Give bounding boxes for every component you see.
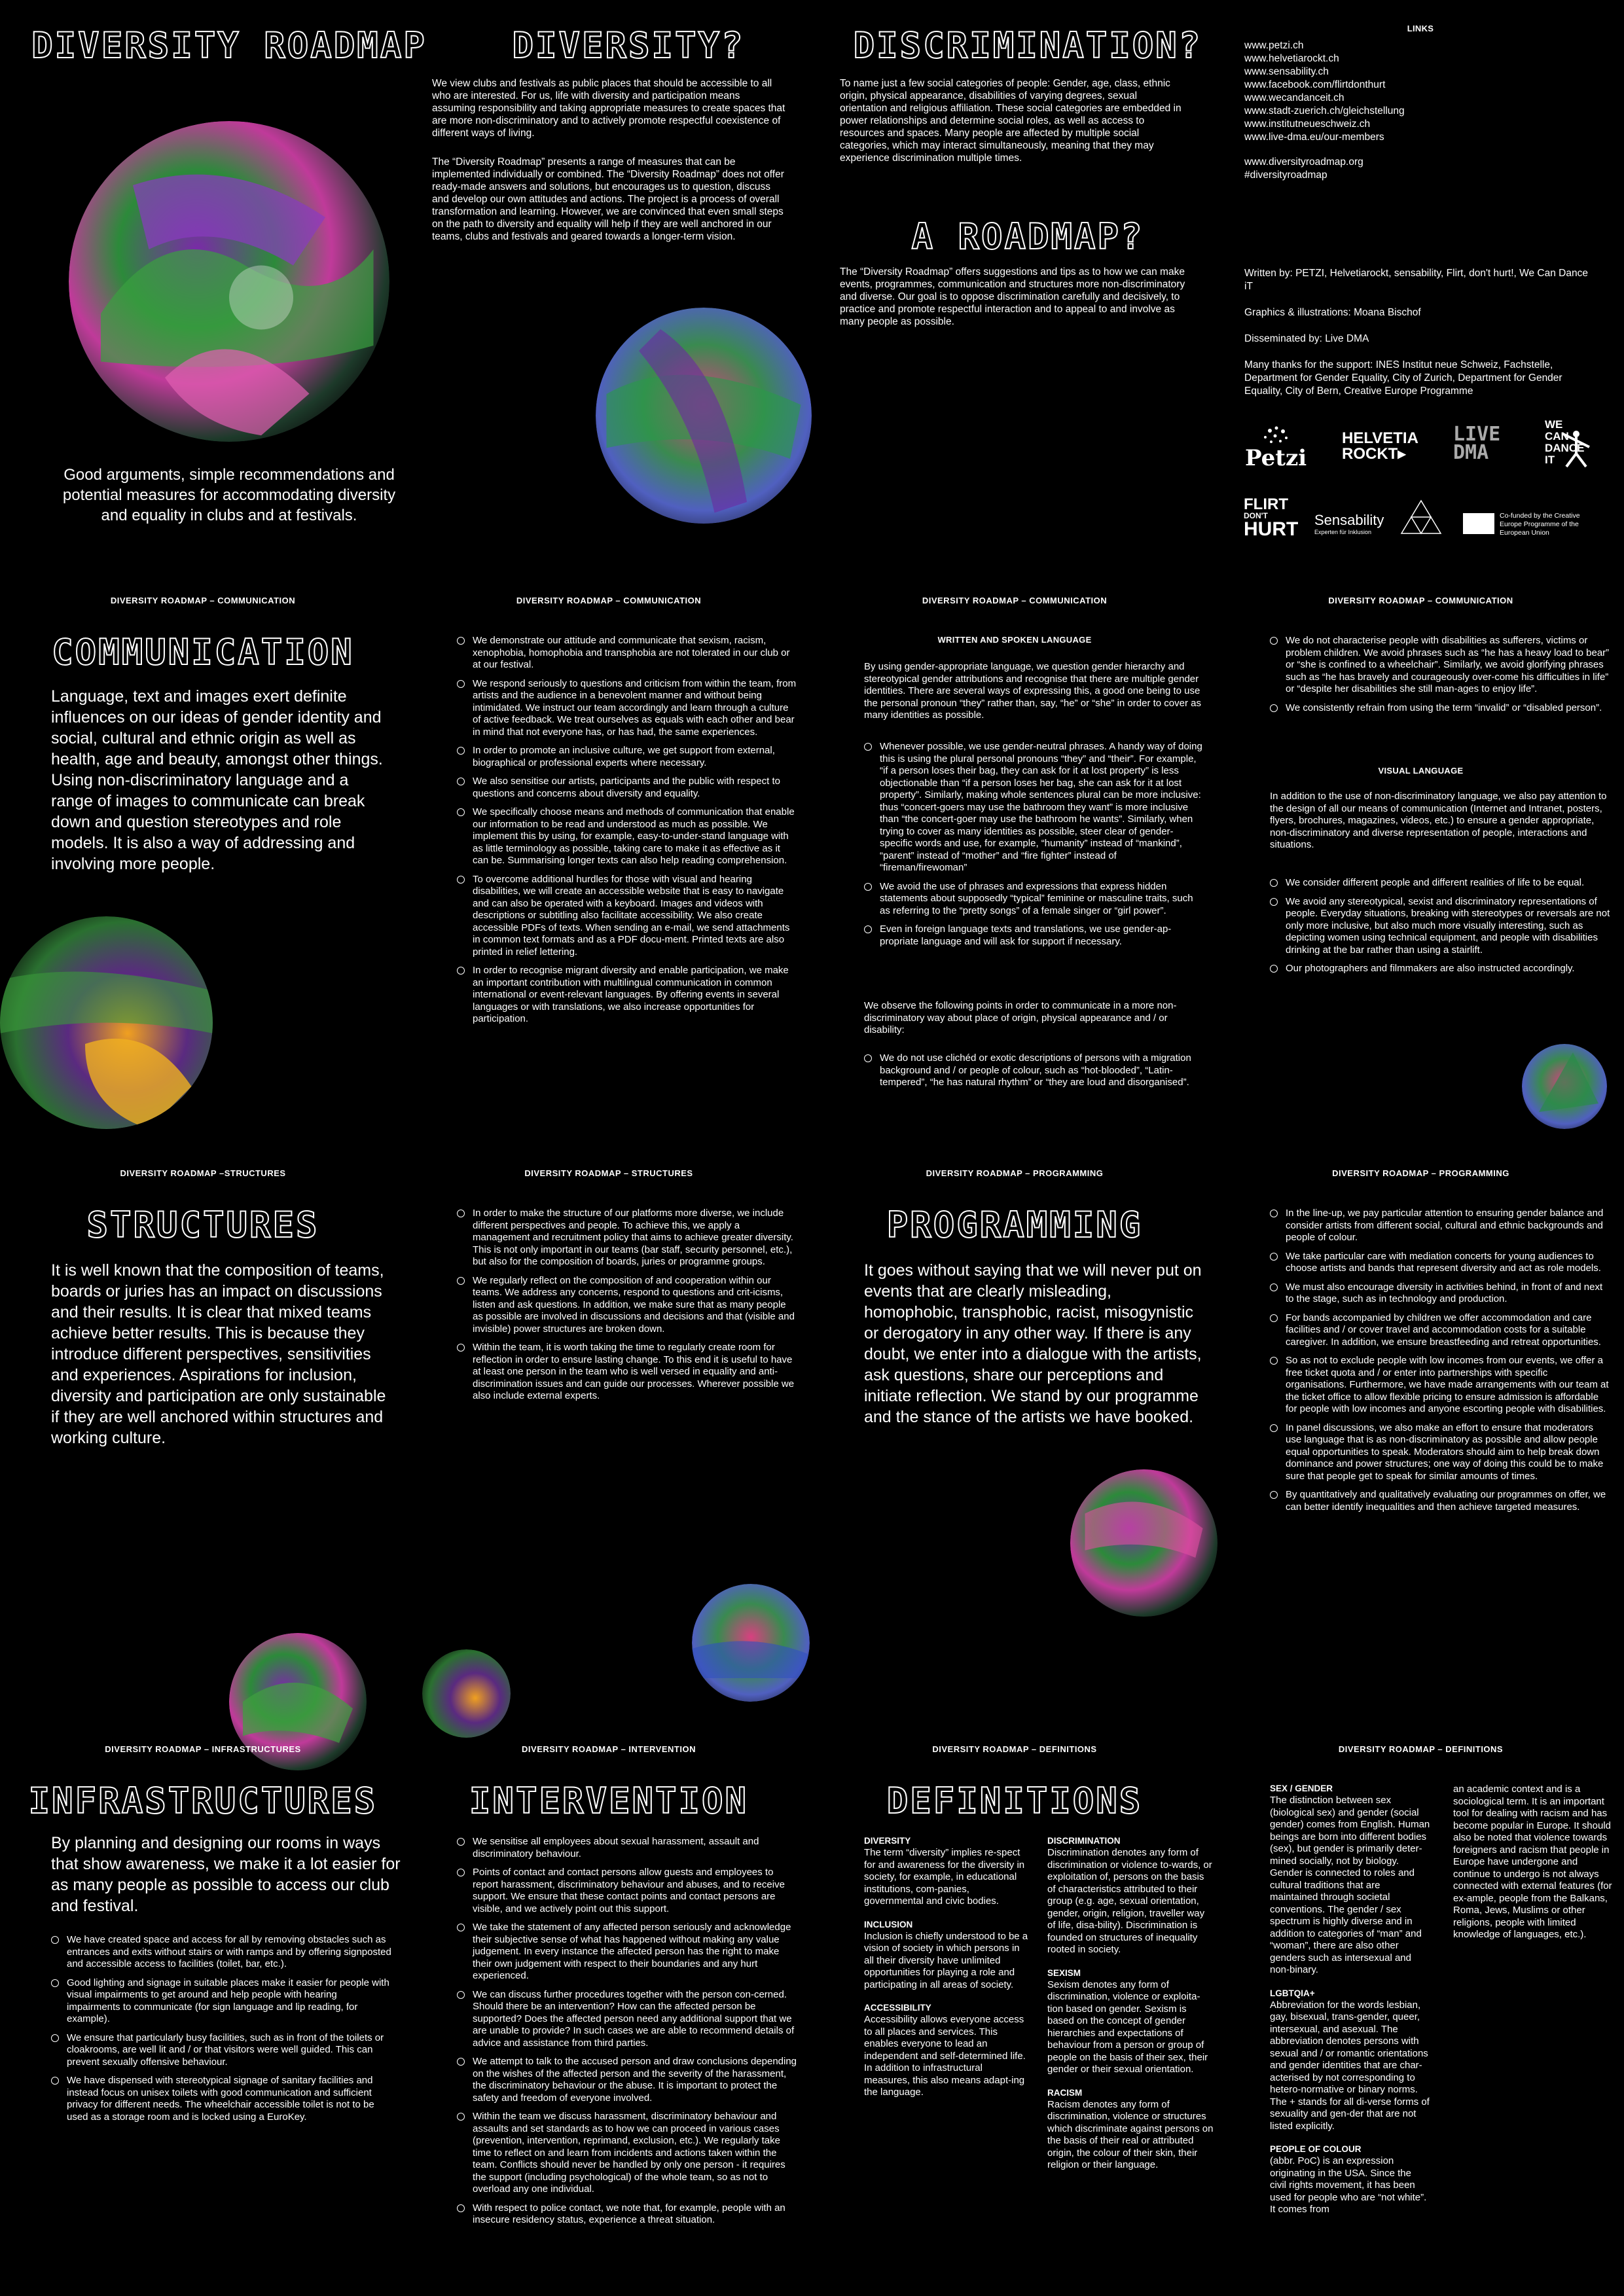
comm-list-item: In order to recognise migrant diversity and enable participation, we make an important contribution with multilingual communication in common international or event-relevant languages. By offering events in several languages or with translations, we also increase opportunities for participation. [457, 965, 797, 1026]
defs-header-1: DIVERSITY ROADMAP – DEFINITIONS [932, 1744, 1097, 1754]
aroadmap-paragraph: The “Diversity Roadmap” offers suggestions and tips as to how we can make events, programmes, communication and structures more non-discriminatory and diverse. Our goal is to oppose discrimination carefully and decisively, to practice and promote respectful interaction and to appeal to and involve as many people as possible. [840, 266, 1185, 327]
comm-header-3: DIVERSITY ROADMAP – COMMUNICATION [922, 596, 1108, 605]
infra-list-item: We ensure that particularly busy facilities, such as in front of the toilets or cloakrooms, are well lit and / or that visitors were well guided. This can prevent sexually offensive behaviour. [51, 2032, 391, 2069]
struct-panel-2 [406, 1168, 812, 1744]
struct-title: STRUCTURES [86, 1204, 319, 1246]
comm-panel-2 [406, 596, 812, 1152]
diversity-panel [432, 20, 825, 530]
credit-line: Many thanks for the support: INES Institut neue Schweiz, Fachstelle, Department for Gender Equality, City of Zurich, Department for Gender Equality, City of Bern, Creative Europe Programme [1244, 359, 1562, 397]
live-text: LIVE [1453, 423, 1501, 446]
comm-header-4: DIVERSITY ROADMAP – COMMUNICATION [1328, 596, 1513, 605]
comm-list-1 [457, 635, 797, 1032]
interv-list-item: With respect to police contact, we note that, for example, people with an insecure residency status, experience a threat situation. [457, 2202, 797, 2227]
struct-header-1: DIVERSITY ROADMAP –STRUCTURES [120, 1168, 286, 1178]
sensability-sub-text: Experten für Inklusion [1314, 529, 1372, 535]
disability-list-item: We do not characterise people with disabilities as sufferers, victims or problem children. We avoid phrases such as “he has a heavy load to bear” or “she is confined to a wheelchair”. Similarly, we avoid glorifying phrases such as “he has bravely and courageously over-come his difficulties in life” or “despite her disabilities she still man-ages to enjoy life”. [1270, 635, 1610, 696]
struct-header-2: DIVERSITY ROADMAP – STRUCTURES [524, 1168, 693, 1178]
rockt-text: ROCKT▸ [1342, 445, 1406, 463]
comm-header-1: DIVERSITY ROADMAP – COMMUNICATION [110, 596, 296, 605]
credit-line: Disseminated by: Live DMA [1244, 333, 1369, 344]
prog-list-item: In panel discussions, we also make an effort to ensure that moderators use language that is as non-discriminatory as possible and allow people equal opportunities to speak. Moderators should aim to help break down dominance and power structures; one way of doing this could be to make sure that people get to speak for similar amounts of times. [1270, 1422, 1610, 1483]
visual-language-list [1270, 877, 1610, 982]
links-panel [1244, 20, 1610, 563]
comm-panel-3 [812, 596, 1218, 1152]
link-item[interactable]: www.sensability.ch [1244, 66, 1329, 77]
link-item[interactable]: #diversityroadmap [1244, 170, 1327, 181]
diversity-paragraph-1: We view clubs and festivals as public places that should be accessible to all who are interested. For us, life with diversity and participation means assuming responsibility and taking appropriate measures to create spaces that are more non-discriminatory and to actively promote respectful coexistence of different ways of living. [432, 78, 785, 139]
comm-list-item: In order to promote an inclusive culture, we get support from external, biographical or professional experts where necessary. [457, 745, 797, 769]
prog-list-item: For bands accompanied by children we offer accommodation and care facilities and / or cover travel and accommodation costs for a suitable caregiver. In addition, we ensure breastfeeding and retreat opportunities. [1270, 1312, 1610, 1349]
prog-artwork-circle [1070, 1469, 1218, 1617]
visual-list-item: Our photographers and filmmakers are also instructed accordingly. [1270, 963, 1610, 975]
struct-artwork-circle-2 [692, 1584, 810, 1702]
diversity-paragraph-2: The “Diversity Roadmap” presents a range of measures that can be implemented individually or combined. The “Diversity Roadmap” does not offer ready-made answers and solutions, but encourages us to question, discuss and develop our own attitudes and actions. The project is a process of overall transformation and learning. However, we are convinced that even small steps on the path to diversity and equality will help if they are well anchored in our teams, clubs and festivals and geared towards a longer-term vision. [432, 156, 784, 242]
flirt-text: FLIRT [1244, 495, 1288, 513]
defs-header-2: DIVERSITY ROADMAP – DEFINITIONS [1338, 1744, 1504, 1754]
aroadmap-title: A ROADMAP? [911, 216, 1144, 257]
discrimination-paragraph: To name just a few social categories of people: Gender, age, class, ethnic origin, physical appearance, disabilities of varying degrees, sexual orientation and religious affiliation. These social categories are embedded in power relationships and determine social roles, as well as access to resources and spaces. Many people are affected by multiple social categories, which may interact simultaneously, meaning that they may experience discrimination multiple times. [840, 78, 1182, 164]
visual-language-heading: VISUAL LANGUAGE [1378, 766, 1464, 776]
infra-lead: By planning and designing our rooms in ways that show awareness, we make it a lot easier for as many people as possible to access our club and festival. [51, 1834, 401, 1915]
infra-panel [0, 1744, 406, 2296]
link-item[interactable]: www.wecandanceit.ch [1244, 92, 1344, 103]
flirt-logo [1244, 495, 1299, 540]
written-language-intro: By using gender-appropriate language, we question gender hierarchy and stereotypical gender attributions and recognise that there are multiple gender identities. There are several ways of expressing this, a good one being to use the personal pronoun “they” rather than, say, “he” or “she” in order to cover as many identities as possible. [864, 661, 1201, 721]
eu-flag-icon [1463, 513, 1494, 534]
struct-panel-1 [0, 1168, 406, 1744]
definition-term: RACISM [1047, 2087, 1083, 2098]
comm-list-item: We respond seriously to questions and criticism from within the team, from artists and the audience in a benevolent manner and without being intimidated. We instruct our team accordingly and learn through a culture of active feedback. We treat ourselves as equals with each other and bear in mind that not everyone has, or has had, the same experiences. [457, 678, 797, 739]
sensability-text: Sensability [1314, 512, 1384, 528]
disability-list [1270, 635, 1610, 721]
interv-panel [406, 1744, 812, 2296]
prog-list-item: We take particular care with mediation concerts for young audiences to choose artists and bands that represent diversity and act as role models. [1270, 1251, 1610, 1275]
visual-list-item: We avoid any stereotypical, sexist and discriminatory representations of people. Everyday situations, breaking with stereotypes or reversals are not only more inclusive, but also much more visually interesting, such as depicting women using technical equipment, and people with disabilities drinking at the bar rather than using a stairlift. [1270, 896, 1610, 957]
struct-list-item: Within the team, it is worth taking the time to regularly create room for reflection in order to ensure lasting change. To this end it is useful to have at least one person in the team who is well versed in equality and anti-discrimination issues and can guide our processes. Wherever possible we also include external experts. [457, 1342, 797, 1403]
petzi-logo-text: Petzi [1245, 445, 1307, 471]
interv-list-item: Points of contact and contact persons allow guests and employees to report harassment, discriminatory behaviour and abuses, and to receive support. We ensure that these contact points and contact persons are visible, and we actively point out this support. [457, 1867, 797, 1915]
prog-list-item: We must also encourage diversity in activities behind, in front of and next to the stage, such as in technology and production. [1270, 1282, 1610, 1306]
prog-panel-2 [1218, 1168, 1624, 1744]
livedma-logo [1453, 425, 1512, 462]
petzi-logo [1244, 425, 1306, 471]
prog-title: PROGRAMMING [886, 1204, 1143, 1246]
sensability-logo [1314, 512, 1445, 535]
origin-intro: We observe the following points in order to communicate in a more non-discriminatory way about place of origin, physical appearance and / or disability: [864, 1000, 1177, 1035]
dont-text: DON'T [1244, 511, 1268, 520]
written-language-heading: WRITTEN AND SPOKEN LANGUAGE [937, 635, 1092, 645]
definition-term: SEX / GENDER [1270, 1784, 1333, 1793]
definition-text: The distinction between sex (biological sex) and gender (social gender) comes from English. Human beings are born into different bodies (sex), but gender is primarily deter-mined socially, not by biology. Gender is connected to roles and cultural traditions that are maintained through societal conventions. The gender / sex spectrum is highly diverse and in addition to categories of “man” and “woman”, there are also other genders such as intersexual and non-binary. [1270, 1795, 1430, 1975]
definition-term: SEXISM [1047, 1967, 1081, 1978]
credit-line: Written by: PETZI, Helvetiarockt, sensability, Flirt, don't hurt!, We Can Dance iT [1244, 268, 1588, 292]
interv-list-item: We sensitise all employees about sexual harassment, assault and discriminatory behaviour. [457, 1836, 797, 1860]
prog-header-1: DIVERSITY ROADMAP – PROGRAMMING [926, 1168, 1104, 1178]
language-list-item: We avoid the use of phrases and expressions that express hidden statements about supposedly “typical” feminine or masculine traits, such as referring to the “pretty songs” of a female singer or “girl power”. [864, 881, 1204, 918]
comm-artwork-circle [0, 916, 213, 1129]
comm-title: COMMUNICATION [52, 632, 354, 673]
comm-list-item: To overcome additional hurdles for those with visual and hearing disabilities, we will create an accessible website that is easy to navigate and can also be operated with a keyboard. Images and videos with descriptions or subtitling also facilitate accessibility. We also create accessible PDFs of texts. When sending an e-mail, we send attachments in common text formats and as a PDF docu-ment. Printed texts are also printed in relief lettering. [457, 874, 797, 959]
interv-title: INTERVENTION [469, 1780, 749, 1821]
defs-column-c [1270, 1784, 1430, 2228]
links-list-2 [1244, 156, 1363, 182]
infra-list [51, 1934, 391, 2130]
infra-list-item: We have created space and access for all by removing obstacles such as entrances and exits without stairs or with ramps and by offering signposted and accessible access to facilities (toilet, bar, etc.). [51, 1934, 391, 1971]
cover-panel [26, 20, 432, 530]
defs-panel-1 [812, 1744, 1218, 2296]
link-item[interactable]: www.stadt-zuerich.ch/gleichstellung [1244, 105, 1405, 117]
cover-artwork-circle [69, 121, 389, 442]
dma-text: DMA [1453, 441, 1489, 464]
link-item[interactable]: www.live-dma.eu/our-members [1244, 132, 1384, 143]
diversity-title: DIVERSITY? [512, 25, 745, 66]
eu-logo [1463, 512, 1614, 538]
definition-term: DISCRIMINATION [1047, 1836, 1121, 1846]
struct-list [457, 1208, 797, 1409]
definition-text: Accessibility allows everyone access to all places and services. This enables everyone to lead an independent and self-determined life. In addition to infrastructural measures, this also means adapt-ing the language. [864, 2014, 1026, 2098]
comm-panel-1 [0, 596, 406, 1152]
prog-list-item: By quantitatively and qualitatively evaluating our programmes on offer, we can better identify inequalities and then achieve targeted measures. [1270, 1489, 1610, 1513]
roadmap-title: DIVERSITY ROADMAP [31, 25, 427, 66]
struct-list-item: We regularly reflect on the composition of and cooperation within our teams. We address any concerns, respond to questions and crit-icisms, listen and ask questions. In addition, we make sure that as many people as possible are involved in discussions and decisions and that (visible and invisible) power structures are broken down. [457, 1275, 797, 1336]
definition-text: Racism denotes any form of discrimination, violence or structures which discriminate against persons on the basis of their real or attributed origin, the colour of their skin, their religion or their language. [1047, 2098, 1214, 2170]
wecan-word: IT [1545, 454, 1555, 466]
comm-list-item: We demonstrate our attitude and communicate that sexism, racism, xenophobia, homophobia and transphobia are not tolerated in our club or at our festival. [457, 635, 797, 672]
interv-list [457, 1836, 797, 2233]
prog-list [1270, 1208, 1610, 1520]
interv-list-item: We can discuss further procedures together with the person con-cerned. Should there be an intervention? How can the affected person be supported? Does the affected person need any additional support that we are unable to provide? In such cases we are able to recommend details of advice and assistance from third parties. [457, 1989, 797, 2050]
credit-line: Graphics & illustrations: Moana Bischof [1244, 307, 1421, 318]
defs-column-a [864, 1836, 1031, 2111]
roadmap-tagline: Good arguments, simple recommendations and potential measures for accommodating diversity and equality in clubs and at festivals. [62, 466, 396, 524]
comm-lead: Language, text and images exert definite influences on our ideas of gender identity and social, cultural and ethnic origin as well as health, age and beauty, amongst other things. Using non-discriminatory language and a range of images to communicate can break down and question stereotypes and role models. It is also a way of addressing and involving more people. [51, 687, 383, 873]
defs-column-b [1047, 1836, 1214, 2183]
struct-list-item: In order to make the structure of our platforms more diverse, we include different perspectives and people. To achieve this, we apply a management and recruitment policy that aims to achieve greater diversity. This is not only important in our teams (bar staff, security personnel, etc.), but also for the composition of boards, juries or programme groups. [457, 1208, 797, 1268]
definition-term: INCLUSION [864, 1919, 913, 1929]
struct-artwork-circle-3 [422, 1649, 511, 1738]
definition-term: LGBTQIA+ [1270, 1988, 1315, 1998]
credits [1244, 267, 1598, 411]
definition-text: Abbreviation for the words lesbian, gay, bisexual, trans-gender, queer, intersexual, and asexual. The abbreviation denotes persons with sexual and / or romantic orientations and gender identities that are char-acterised by not corresponding to hetero-normative or binary norms. The + stands for all di-verse forms of sexuality and gen-der that are not listed explicitly. [1270, 1999, 1430, 2132]
definition-term: PEOPLE OF COLOUR [1270, 2144, 1362, 2154]
disability-list-item: We consistently refrain from using the term “invalid” or “disabled person”. [1270, 702, 1610, 715]
definition-text: Sexism denotes any form of discrimination, violence or exploita-tion based on gender. Sexism is based on the concept of gender hierarchies and expectations of behaviour from a person or group of people on the basis of their sex, their gender or their sexual orientation. [1047, 1979, 1208, 2075]
interv-list-item: We attempt to talk to the accused person and draw conclusions depending on the wishes of the affected person and the severity of the harassment, the discriminatory behaviour or the abuse. It is important to protect the safety and freedom of everyone involved. [457, 2056, 797, 2104]
prog-list-item: So as not to exclude people with low incomes from our events, we offer a free ticket quota and / or enter into partnerships with specific organisations. Furthermore, we have made arrangements with our team at the ticket office to allow flexible pricing to ensure admission is affordable for people with low incomes and anyone escorting people with disabilities. [1270, 1355, 1610, 1416]
comm-header-2: DIVERSITY ROADMAP – COMMUNICATION [516, 596, 702, 605]
definition-term: DIVERSITY [864, 1836, 911, 1846]
defs-column-d: an academic context and is a sociological term. It is an important tool for dealing with racism and has become popular in Europe. It should also be noted that violence towards foreigners and racism that people in Europe have undergone and continue to undergo is not always connected with external features (for ex-ample, people from the Balkans, Roma, Jews, Muslims or other religions, people with limited knowledge of languages, etc.). [1453, 1784, 1612, 1940]
definition-text: Inclusion is chiefly understood to be a vision of society in which persons in all their diversity have unlimited opportunities for playing a role and participating in all areas of society. [864, 1930, 1028, 1990]
interv-list-item: Within the team we discuss harassment, discriminatory behaviour and assaults and set standards as to how we can proceed in various cases (prevention, intervention, reprimand, exclusion, etc.). We regularly take time to reflect on and learn from incidents and actions taken within the team. Conflicts should never be handled by only one person - it requires the support (including psychological) of the whole team, so as not to overload any one individual. [457, 2111, 797, 2196]
definition-term: ACCESSIBILITY [864, 2003, 931, 2013]
visual-artwork-circle [1522, 1044, 1607, 1129]
eu-text: Co-funded by the Creative Europe Programme of the European Union [1500, 512, 1580, 537]
infra-header: DIVERSITY ROADMAP – INFRASTRUCTURES [105, 1744, 301, 1754]
prog-list-item: In the line-up, we pay particular attention to ensuring gender balance and consider artists from different social, cultural and ethnic backgrounds and people of colour. [1270, 1208, 1610, 1244]
wecan-word: DANCE [1545, 442, 1585, 454]
prog-header-2: DIVERSITY ROADMAP – PROGRAMMING [1332, 1168, 1509, 1178]
definition-text: Discrimination denotes any form of discrimination or violence to-wards, or exploitation of, persons on the basis of characteristics attributed to their group (e.g. age, sexual orientation, gender, origin, religion, traveller way of life, disa-bility). Discrimination is founded on structures of inequality rooted in society. [1047, 1847, 1212, 1955]
language-list-item: Even in foreign language texts and translations, we use gender-ap-propriate language and will ask for support if necessary. [864, 924, 1204, 948]
diversity-artwork-circle [596, 308, 812, 524]
interv-header: DIVERSITY ROADMAP – INTERVENTION [522, 1744, 696, 1754]
link-item[interactable]: www.petzi.ch [1244, 40, 1304, 51]
helvetiarockt-logo [1342, 431, 1420, 462]
discrimination-panel [838, 20, 1218, 530]
infra-title: INFRASTRUCTURES [28, 1780, 378, 1821]
comm-panel-4 [1218, 596, 1624, 1152]
definition-text: The term “diversity” implies re-spect for and awareness for the diversity in society, for example, in educational institutions, com-panies, governmental and civic bodies. [864, 1847, 1025, 1907]
written-language-list [864, 741, 1204, 954]
language-list-item: Whenever possible, we use gender-neutral phrases. A handy way of doing this is using the plural personal pronouns “they” and “their”. For example, “if a person loses their bag, they can ask for it at lost property” is less objectionable than “if a person loses her bag, she can ask for it at lost property”. Similarly, making whole sentences plural can be more inclusive: thus “concert-goers may use the bathroom they want” is more inclusive than “the concert-goer may use the bathroom he wants”. Similarly, when trying to cover as many identities as possible, steer clear of gender-specific words and use, for example, “humanity” instead of “mankind”, “parent” instead of “mother” and “fire fighter” instead of “fireman/firewoman” [864, 741, 1204, 874]
links-list [1244, 39, 1405, 144]
infra-list-item: We have dispensed with stereotypical signage of sanitary facilities and instead focus on unisex toilets with good communication and sufficient privacy for different needs. The wheelchair accessible toilet is not to be used as a storage room and is locked using a EuroKey. [51, 2075, 391, 2123]
visual-list-item: We consider different people and different realities of life to be equal. [1270, 877, 1610, 889]
visual-language-intro: In addition to the use of non-discriminatory language, we also pay attention to the design of all our means of communication (Internet and Intranet, posters, flyers, brochures, magazines, videos, etc.) to ensure a gender appropriate, non-discriminatory and diverse representation of people, interactions and situations. [1270, 791, 1607, 850]
infra-list-item: Good lighting and signage in suitable places make it easier for people with visual impairments to get around and help people with hearing impairments to communicate (for sign language and lip reading, for example). [51, 1977, 391, 2026]
discrimination-title: DISCRIMINATION? [853, 25, 1202, 66]
link-item[interactable]: www.institutneueschweiz.ch [1244, 118, 1371, 130]
comm-list-item: We also sensitise our artists, participants and the public with respect to questions and concerns about diversity and equality. [457, 776, 797, 800]
interv-list-item: We take the statement of any affected person seriously and acknowledge their subjective sense of what has happened without making any value judgement. In every instance the affected person has the right to make their own judgement with respect to their boundaries and any hurt experienced. [457, 1922, 797, 1982]
hurt-text: HURT [1244, 518, 1299, 540]
origin-list-item: We do not use clichéd or exotic descriptions of persons with a migration background and / or people of colour, such as “hot-blooded”, “Latin-tempered”, “he has natural rhythm” or “they are loud and disorganised”. [864, 1052, 1204, 1089]
defs-panel-2 [1218, 1744, 1624, 2296]
definition-text: (abbr. PoC) is an expression originating in the USA. Since the civil rights movement, it has been used for people who are “not white”. It comes from [1270, 2155, 1427, 2215]
prog-lead: It goes without saying that we will never put on events that are clearly misleading, homophobic, transphobic, racist, misogynistic or derogatory in any other way. If there is any doubt, we enter into a dialogue with the artists, ask questions, share our perceptions and initiate reflection. We stand by our programme and the stance of the artists we have booked. [864, 1261, 1202, 1426]
defs-title: DEFINITIONS [886, 1780, 1143, 1821]
origin-list [864, 1052, 1204, 1096]
link-item[interactable]: www.facebook.com/flirtdonthurt [1244, 79, 1386, 90]
link-item[interactable]: www.helvetiarockt.ch [1244, 53, 1339, 64]
comm-list-item: We specifically choose means and methods of communication that enable our information to be read and understood as much as possible. We implement this by using, for example, easy-to-under-stand language with as little terminology as possible, taking care to make it as effective as it can be. Summarising longer texts can also help reading comprehension. [457, 806, 797, 867]
struct-lead: It is well known that the composition of teams, boards or juries has an impact on discussions and their results. It is clear that mixed teams achieve better results. This is because they introduce different perspectives, sensitivities and experiences. Aspirations for inclusion, diversity and participation are only sustainable if they are well anchored within structures and working culture. [51, 1261, 386, 1447]
wecandanceit-logo [1545, 419, 1597, 497]
link-item[interactable]: www.diversityroadmap.org [1244, 156, 1363, 168]
helvetia-text: HELVETIA [1342, 429, 1418, 447]
wecan-word: CAN [1545, 430, 1569, 442]
prog-panel-1 [812, 1168, 1218, 1744]
links-title: LINKS [1407, 24, 1434, 33]
wecan-word: WE [1545, 418, 1563, 431]
